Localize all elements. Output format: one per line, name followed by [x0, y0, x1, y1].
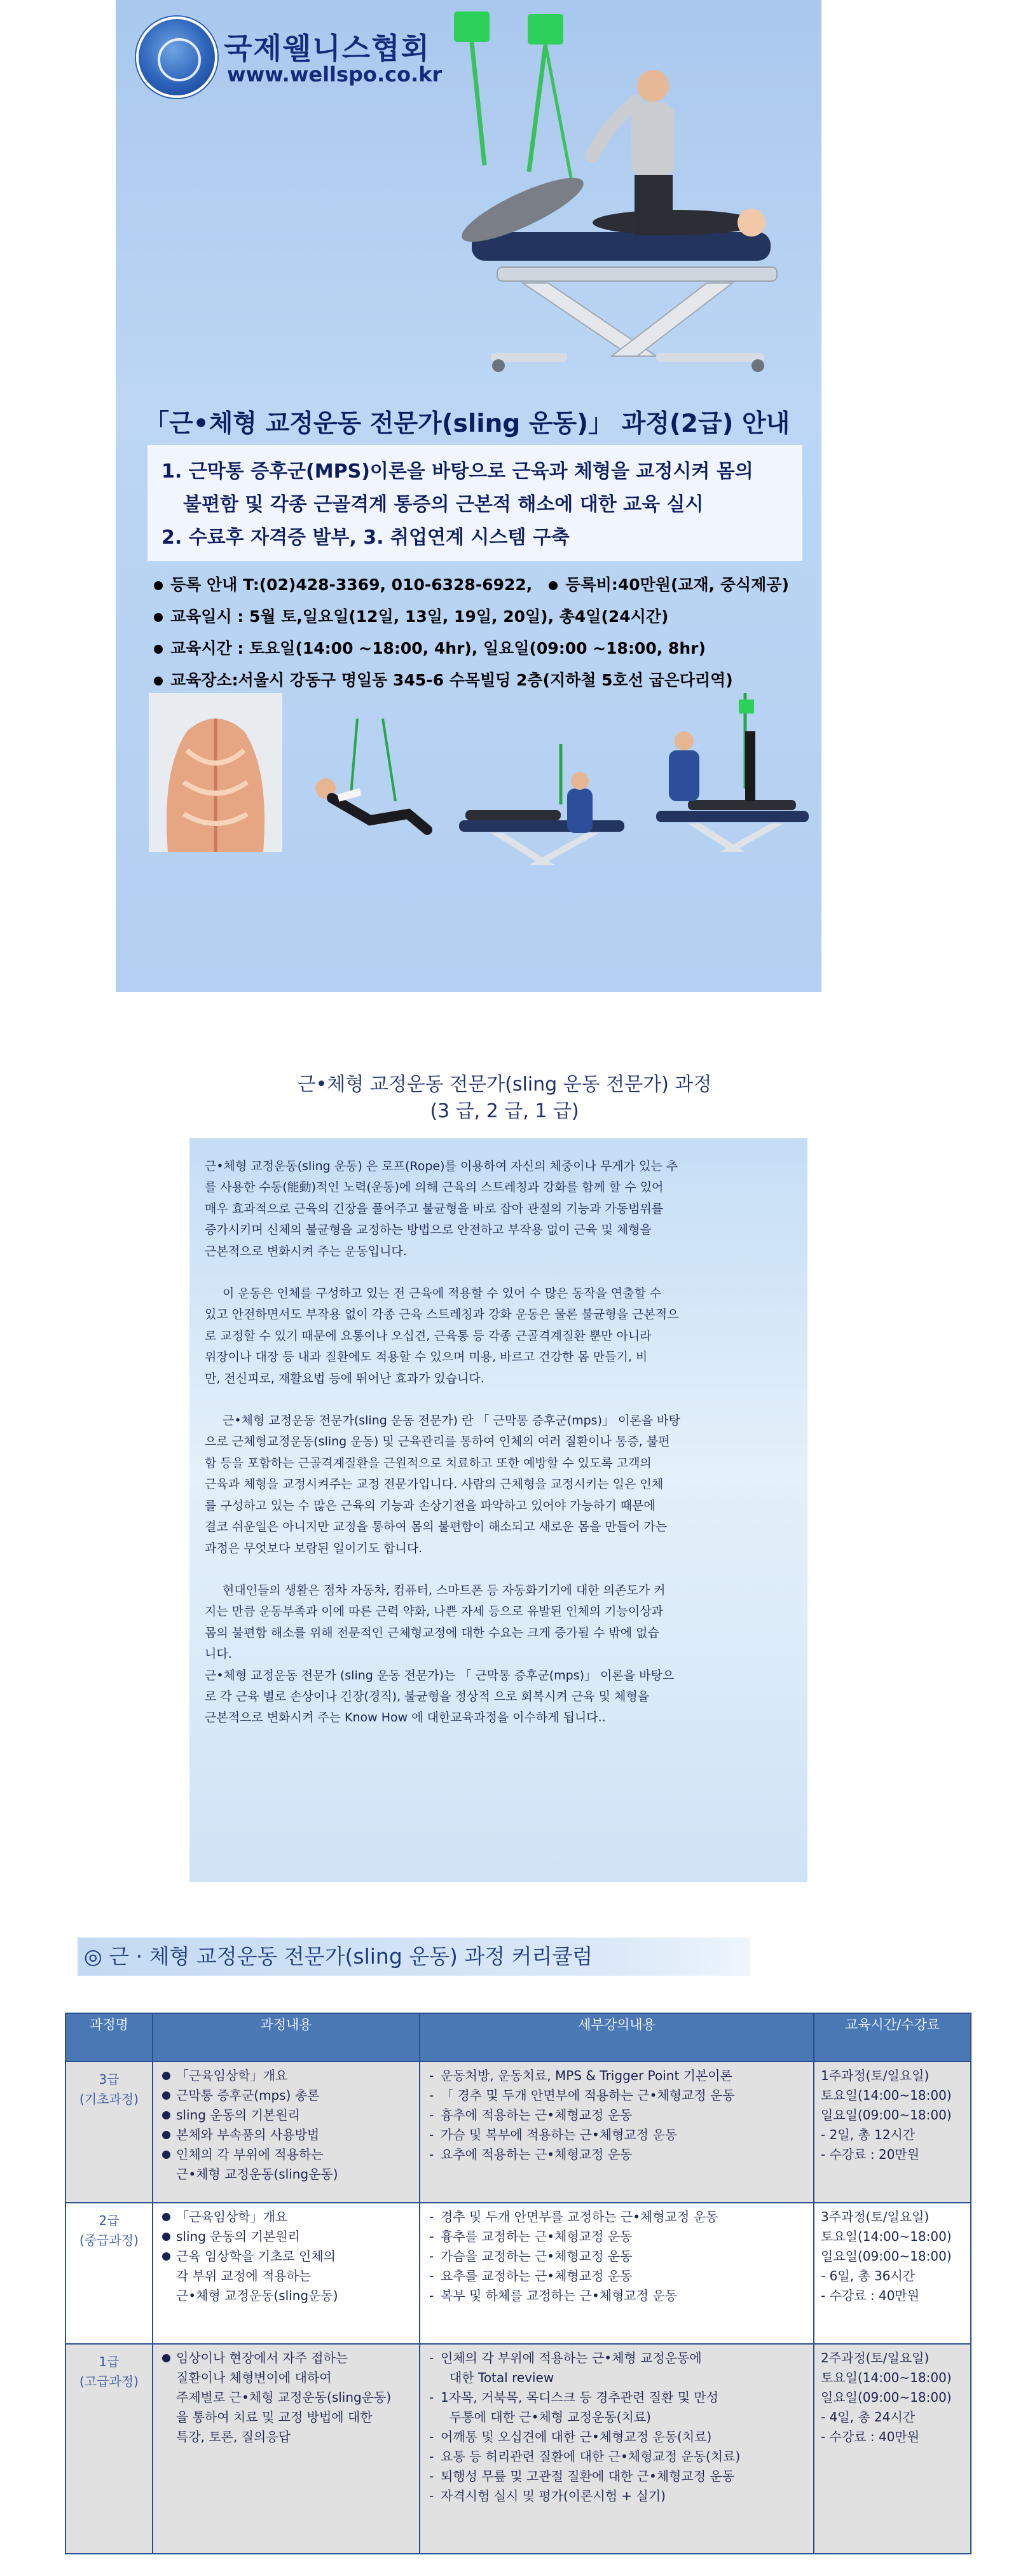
course-intro-title: 근•체형 교정운동 전문가(sling 운동 전문가) 과정: [297, 1073, 712, 1096]
intro-paragraph: 근•체형 교정운동(sling 운동) 은 로프(Rope)를 이용하여 자신의 체중이나 무게가 있는 추 를 사용한 수동(能動)적인 노력(운동)에 의해 근육의 스트레칭과 강화를 함께 할 수 있어 매우 효과적으로 근육의 긴장을 풀어주고 불균형을 바로 잡아 관절의 기능과 가동범위를 증가시키며 신체의 불균형을 교정하는 방법으로 안전하고 부작용 없이 근육 및 체형을 근본적으로 변화시켜 주는 운동입니다.: [205, 1159, 678, 1258]
info-line: 교육장소:서울시 강동구 명일동 345-6 수목빌딩 2층(지하철 5호선 굽은다리역): [154, 665, 789, 696]
therapy-table-photo: [453, 744, 631, 871]
benefit-line: 2. 수료후 자격증 발부, 3. 취업연계 시스템 구축: [161, 527, 570, 549]
column-header: 과정명: [65, 2013, 153, 2062]
poster-title: 「근•체형 교정운동 전문가(sling 운동)」 과정(2급) 안내: [144, 410, 790, 438]
course-details: - 경추 및 두개 안면부를 교정하는 근•체형교정 운동 - 흉추를 교정하는 근•체형교정 운동 - 가슴을 교정하는 근•체형교정 운동 - 요추를 교정하는 근•체형교정 운동 - 복부 및 하체를 교정하는 근•체형교정 운동: [420, 2203, 814, 2344]
column-header: 세부강의내용: [420, 2013, 814, 2062]
intro-paragraph: 현대인들의 생활은 점차 자동차, 컴퓨터, 스마트폰 등 자동화기기에 대한 의존도가 커 지는 만큼 운동부족과 이에 따른 근력 약화, 나쁜 자세 등으로 유발된 인체의 기능이상과 몸의 불편함 해소를 위해 전문적인 근체형교정에 대한 수요는 크게 증가될 수 밖에 없습 니다. 근•체형 교정운동 전문가 (sling 운동 전문가)는 「 근막통 증후군(mps)」 이론을 바탕으 로 각 근육 별로 손상이나 긴장(경직), 불균형을 정상적 으로 회복시켜 근육 및 체형을 근본적으로 변화시켜 주는 Know How 에 대한교육과정을 이수하게 됩니다..: [205, 1583, 675, 1725]
table-row: [65, 2344, 971, 2554]
sling-therapy-hero-illustration: [446, 0, 802, 382]
info-line: 교육시간 : 토요일(14:00 ~18:00, 4hr), 일요일(09:00 ~18:00, 8hr): [154, 633, 789, 665]
curriculum-table: [65, 2013, 971, 2554]
bullet-icon: [154, 645, 163, 654]
table-header-row: [65, 2013, 971, 2062]
course-time-fee: 1주과정(토/일요일) 토요일(14:00~18:00) 일요일(09:00~18:00) - 2일, 총 12시간 - 수강료 : 20만원: [814, 2062, 971, 2203]
course-level: 3급 (기초과정): [65, 2062, 153, 2203]
bullet-icon: [154, 613, 163, 622]
intro-paragraph: 근•체형 교정운동 전문가(sling 운동 전문가) 란 「 근막통 증후군(mps)」 이론을 바탕 으로 근체형교정운동(sling 운동) 및 근육관리를 통하여 인체의 여러 질환이나 통증, 불편 함 등을 포함하는 근골격계질환을 근원적으로 치료하고 또한 예방할 수 있도록 고객의 근육과 체형을 교정시켜주는 교정 전문가입니다. 사람의 근체형을 교정시키는 일은 인체 를 구성하고 있는 수 많은 근육의 기능과 손상기전을 파악하고 있어야 가능하기 때문에 결코 쉬운일은 아니지만 교정을 통하여 몸의 불편함이 해소되고 새로운 몸을 만들어 가는 과정은 무엇보다 보람된 일이기도 합니다.: [205, 1414, 680, 1555]
bullet-icon: [549, 581, 558, 590]
table-row: [65, 2203, 971, 2344]
bullet-icon: [154, 581, 163, 590]
course-details: - 운동처방, 운동치료, MPS & Trigger Point 기본이론 - 「 경추 및 두개 안면부에 적용하는 근•체형교정 운동 - 흉추에 적용하는 근•체형교정 운동 - 가슴 및 복부에 적용하는 근•체형교정 운동 - 요추에 적용하는 근•체형교정 운동: [420, 2062, 814, 2203]
info-line: 등록 안내 T:(02)428-3369, 010-6328-6922, 등록비:40만원(교재, 중식제공): [154, 569, 789, 601]
column-header: 교육시간/수강료: [814, 2013, 971, 2062]
intro-paragraph: 이 운동은 인체를 구성하고 있는 전 근육에 적용할 수 있어 수 많은 동작을 연출할 수 있고 안전하면서도 부작용 없이 각종 근육 스트레칭과 강화 운동은 물론 불균형을 근본적으 로 교정할 수 있기 때문에 요통이나 오십견, 근육통 등 각종 근골격계질환 뿐만 아니라 위장이나 대장 등 내과 질환에도 적용할 수 있으며 미용, 바르고 건강한 몸 만들기, 비 만, 전신피로, 재활요법 등에 뛰어난 효과가 있습니다.: [205, 1286, 679, 1386]
course-contents: 「근육임상학」개요 sling 운동의 기본원리 근육 임상학을 기초로 인체의 각 부위 교정에 적용하는 근•체형 교정운동(sling운동): [153, 2203, 420, 2344]
table-row: [65, 2062, 971, 2203]
poster: [116, 0, 821, 992]
course-level: 1급 (고급과정): [65, 2344, 153, 2554]
therapy-session-photo: [650, 693, 815, 858]
benefit-line: 1. 근막통 증후군(MPS)이론을 바탕으로 근육과 체형을 교정시켜 몸의: [161, 460, 753, 483]
course-time-fee: 3주과정(토/일요일) 토요일(14:00~18:00) 일요일(09:00~18:00) - 6일, 총 36시간 - 수강료 : 40만원: [814, 2203, 971, 2344]
curriculum-heading: ◎ 근 · 체형 교정운동 전문가(sling 운동) 과정 커리큘럼: [78, 1938, 750, 1976]
registration-info: [154, 569, 789, 696]
course-intro-box: [189, 1138, 807, 1882]
benefit-line: 불편함 및 각종 근골격계 통증의 근본적 해소에 대한 교육 실시: [183, 493, 704, 516]
back-muscle-photo: [149, 693, 282, 852]
association-logo-icon: [136, 17, 217, 98]
course-contents: 「근육임상학」개요 근막통 증후군(mps) 총론 sling 운동의 기본원리 본체와 부속품의 사용방법 인체의 각 부위에 적용하는 근•체형 교정운동(sling운동): [153, 2062, 420, 2203]
course-level: 2급 (중급과정): [65, 2203, 153, 2344]
course-intro-subtitle: (3 급, 2 급, 1 급): [430, 1100, 579, 1122]
sling-exercise-photo: [300, 719, 440, 852]
association-name: 국제웰니스협회: [224, 31, 431, 65]
benefits-box: [148, 445, 802, 561]
bullet-icon: [154, 677, 163, 685]
course-details: - 인체의 각 부위에 적용하는 근•체형 교정운동에 대한 Total review - 1자목, 거북목, 목디스크 등 경추관련 질환 및 만성 두통에 대한 근•체형 교정운동(치료) - 어깨통 및 오십견에 대한 근•체형교정 운동(치료) - 요통 등 허리관련 질환에 대한 근•체형교정 운동(치료) - 퇴행성 무릎 및 고관절 질환에 대한 근•체형교정 운동 - 자격시험 실시 및 평가(이론시험 + 실기): [420, 2344, 814, 2554]
course-contents: 임상이나 현장에서 자주 접하는 질환이나 체형변이에 대하여 주제별로 근•체형 교정운동(sling운동) 을 통하여 치료 및 교정 방법에 대한 특강, 토론, 질의응답: [153, 2344, 420, 2554]
association-url: www.wellspo.co.kr: [227, 62, 443, 86]
info-line: 교육일시 : 5월 토,일요일(12일, 13일, 19일, 20일), 총4일(24시간): [154, 601, 789, 633]
course-time-fee: 2주과정(토/일요일) 토요일(14:00~18:00) 일요일(09:00~18:00) - 4일, 총 24시간 - 수강료 : 40만원: [814, 2344, 971, 2554]
column-header: 과정내용: [153, 2013, 420, 2062]
